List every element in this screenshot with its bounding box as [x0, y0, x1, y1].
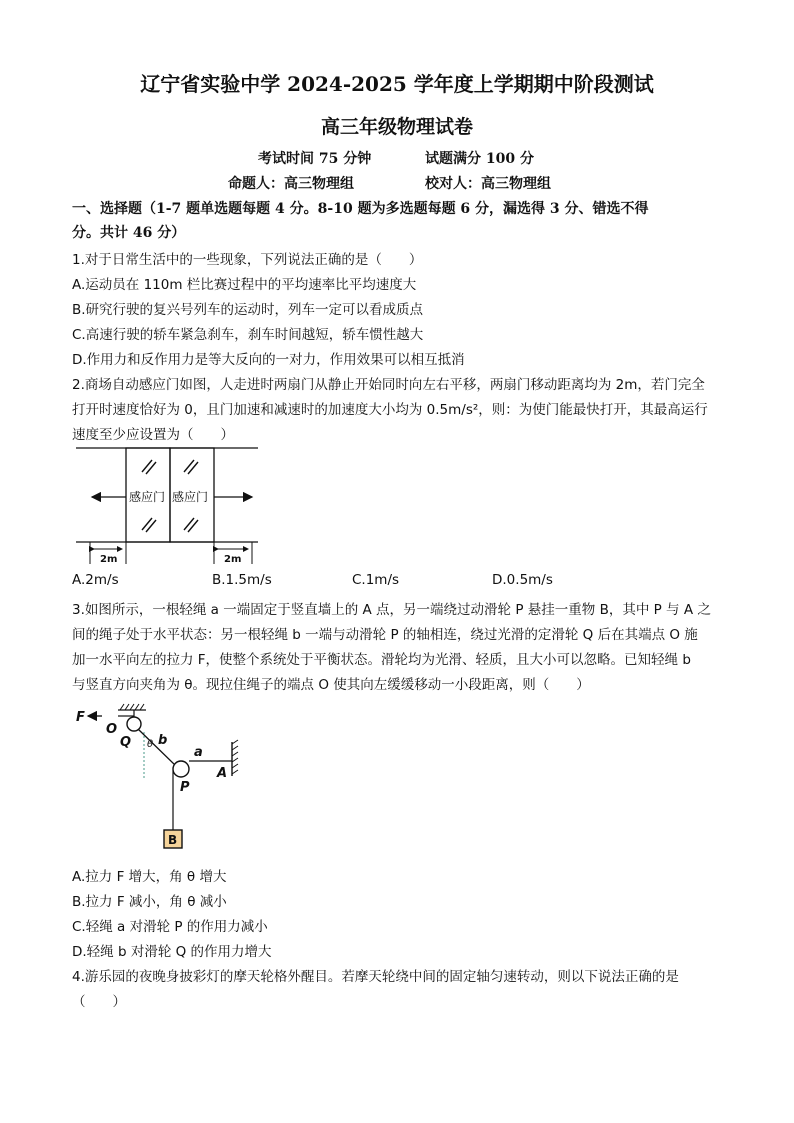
q3-option-d: D.轻绳 b 对滑轮 Q 的作用力增大: [72, 944, 272, 960]
q2-stem-line2: 打开时速度恰好为 0，且门加速和减速时的加速度大小均为 0.5m/s²，则：为使门能最快打开，其最高运行: [72, 402, 708, 418]
pulley-q: [127, 717, 141, 731]
q3-option-b: B.拉力 F 减小，角 θ 减小: [72, 894, 227, 910]
right-distance-label: 2m: [224, 554, 242, 565]
q2-option-b: B.1.5m/s: [212, 572, 272, 588]
q1-option-c: C.高速行驶的轿车紧急刹车，刹车时间越短，轿车惯性越大: [72, 327, 424, 343]
label-block-b: B: [168, 833, 178, 847]
exam-subtitle: 高三年级物理试卷: [320, 116, 473, 138]
exam-title: 辽宁省实验中学 2024-2025 学年度上学期期中阶段测试: [140, 72, 654, 96]
q2-option-d: D.0.5m/s: [492, 572, 553, 588]
section-heading-line2: 分。共计 46 分）: [72, 225, 186, 241]
pulley-figure: [72, 700, 252, 852]
exam-score: 试题满分 100 分: [425, 151, 534, 167]
sliding-door-figure: [72, 444, 272, 566]
label-theta: θ: [147, 739, 154, 750]
q3-stem-line4: 与竖直方向夹角为 θ。现拉住绳子的端点 O 使其向左缓缓移动一小段距离，则（ ）: [72, 677, 590, 693]
left-door-label: 感应门: [129, 490, 166, 504]
label-b: b: [158, 733, 168, 748]
q4-stem-line2: （ ）: [72, 994, 126, 1010]
wall-hatch: [232, 740, 238, 774]
exam-checker: 校对人：高三物理组: [425, 176, 551, 192]
q3-option-c: C.轻绳 a 对滑轮 P 的作用力减小: [72, 919, 268, 935]
q4-stem-line1: 4.游乐园的夜晚身披彩灯的摩天轮格外醒目。若摩天轮绕中间的固定轴匀速转动，则以下说法正确的是: [72, 969, 679, 985]
label-p: P: [180, 780, 190, 795]
q2-stem-line1: 2.商场自动感应门如图，人走进时两扇门从静止开始同时向左右平移，两扇门移动距离均为 2m，若门完全: [72, 377, 705, 393]
section-heading-line1: 一、选择题（1-7 题单选题每题 4 分。8-10 题为多选题每题 6 分，漏选得 3 分、错选不得: [72, 201, 649, 217]
q2-option-a: A.2m/s: [72, 572, 119, 588]
right-door-label: 感应门: [172, 490, 209, 504]
q1-option-b: B.研究行驶的复兴号列车的运动时，列车一定可以看成质点: [72, 302, 424, 318]
label-q: Q: [120, 735, 132, 750]
label-f: F: [76, 710, 85, 725]
q3-stem-line2: 间的绳子处于水平状态：另一根轻绳 b 一端与动滑轮 P 的轴相连，绕过光滑的定滑轮 Q 后在其端点 O 施: [72, 627, 698, 643]
q3-stem-line1: 3.如图所示，一根轻绳 a 一端固定于竖直墙上的 A 点，另一端绕过动滑轮 P 悬挂一重物 B，其中 P 与 A 之: [72, 602, 711, 618]
exam-author: 命题人：高三物理组: [228, 176, 354, 192]
ceiling-hatch: [120, 704, 144, 710]
exam-time: 考试时间 75 分钟: [258, 151, 372, 167]
q1-stem: 1.对于日常生活中的一些现象，下列说法正确的是（ ）: [72, 252, 423, 268]
q1-option-d: D.作用力和反作用力是等大反向的一对力，作用效果可以相互抵消: [72, 352, 465, 368]
q3-option-a: A.拉力 F 增大，角 θ 增大: [72, 869, 227, 885]
q3-stem-line3: 加一水平向左的拉力 F，使整个系统处于平衡状态。滑轮均为光滑、轻质，且大小可以忽略。已知轻绳 b: [72, 652, 691, 668]
q2-stem-line3: 速度至少应设置为（ ）: [72, 427, 234, 443]
left-distance-label: 2m: [100, 554, 118, 565]
label-wall-a: A: [217, 766, 228, 781]
q2-option-c: C.1m/s: [352, 572, 400, 588]
q1-option-a: A.运动员在 110m 栏比赛过程中的平均速率比平均速度大: [72, 277, 417, 293]
label-o: O: [106, 722, 118, 737]
pulley-p: [173, 761, 189, 777]
label-a: a: [194, 745, 203, 760]
